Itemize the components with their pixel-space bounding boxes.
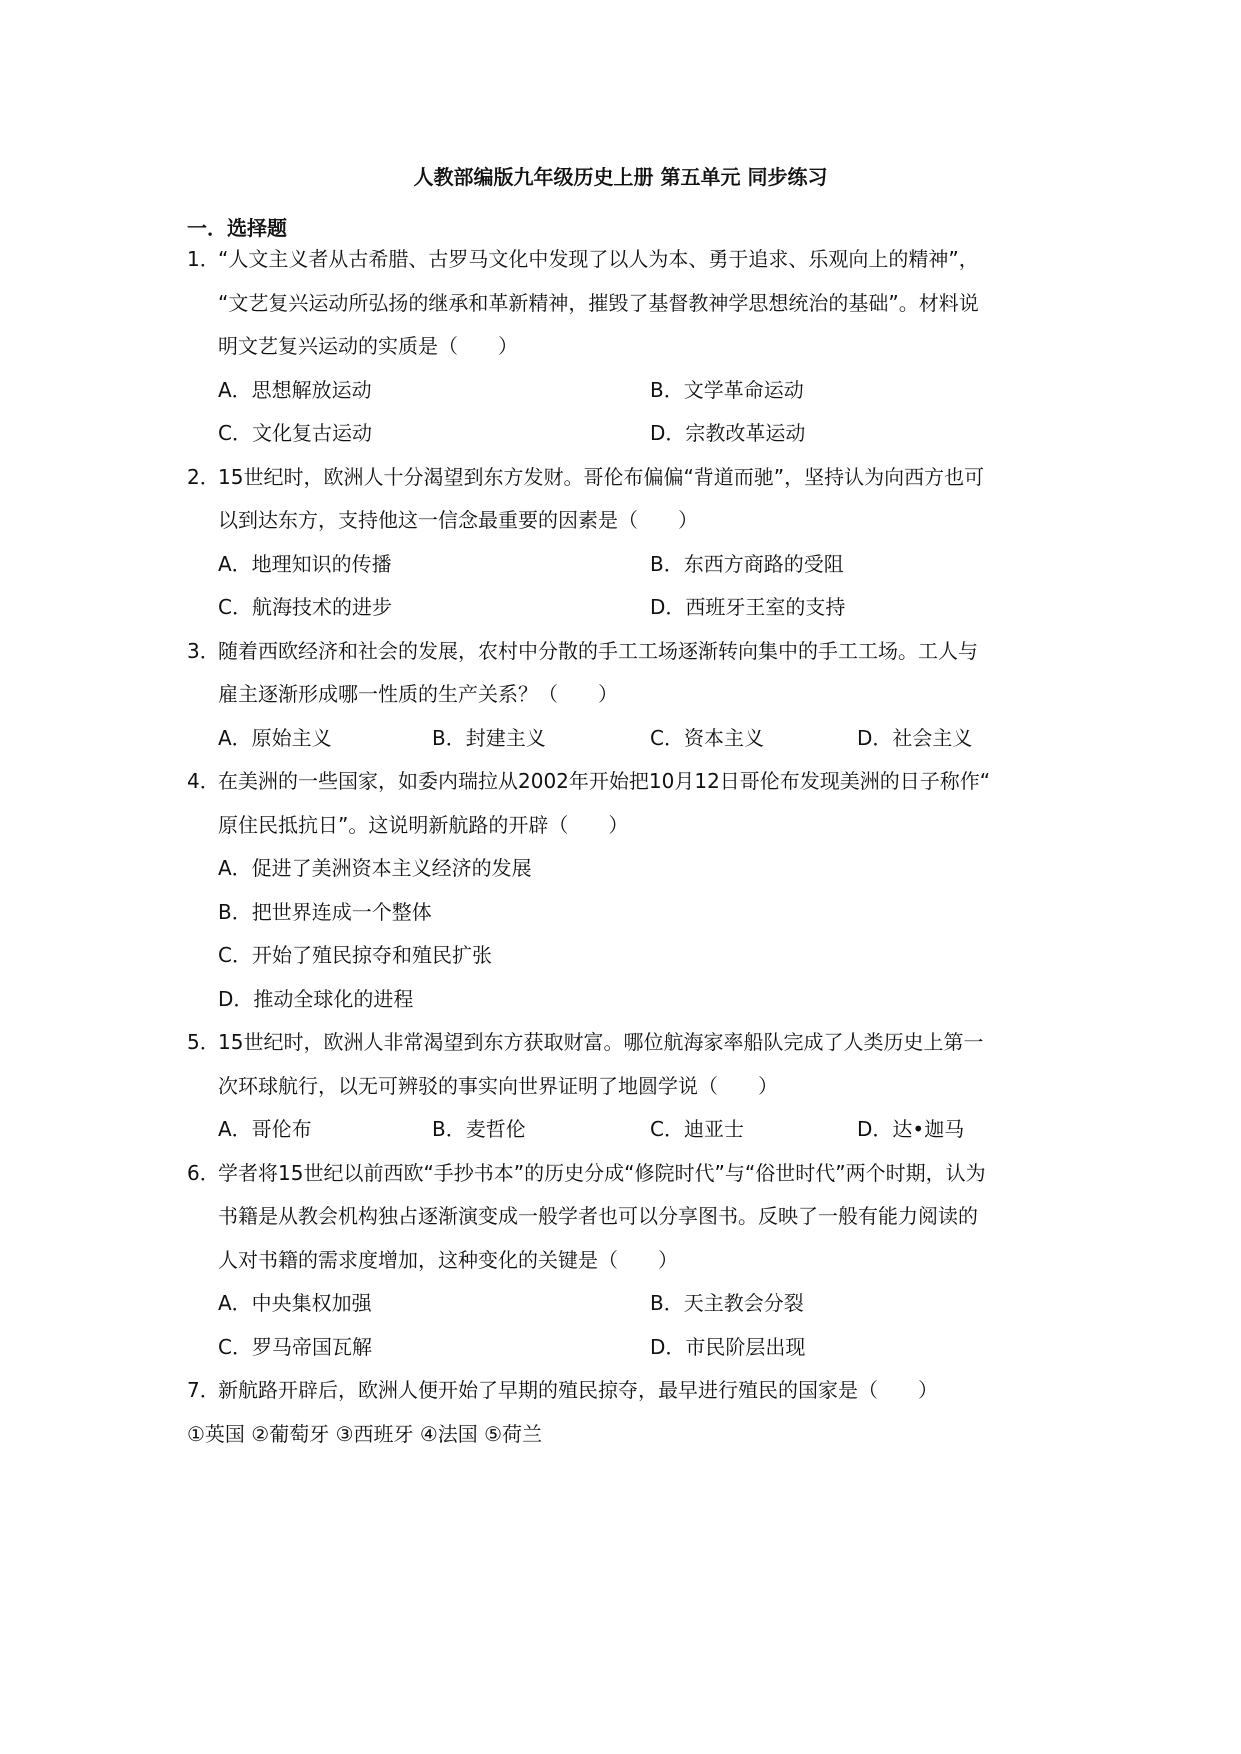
question-text-line: 学者将15世纪以前西欧“手抄书本”的历史分成“修院时代”与“俗世时代”两个时期，认为 bbox=[218, 1161, 986, 1185]
question-text-line: “人文主义者从古希腊、古罗马文化中发现了以人为本、勇于追求、乐观向上的精神”， bbox=[218, 247, 979, 271]
option-b: B．东西方商路的受阻 bbox=[650, 552, 844, 576]
option-d: D．市民阶层出现 bbox=[650, 1335, 806, 1359]
option-a: A．中央集权加强 bbox=[218, 1291, 372, 1315]
option-c: C．迪亚士 bbox=[650, 1117, 744, 1141]
question-text-line: 雇主逐渐形成哪一性质的生产关系？（ ） bbox=[218, 682, 618, 706]
question-text-line: 原住民抵抗日”。这说明新航路的开辟（ ） bbox=[218, 813, 629, 837]
option-a: A．促进了美洲资本主义经济的发展 bbox=[218, 856, 532, 880]
question-text-line: 15世纪时，欧洲人非常渴望到东方获取财富。哪位航海家率船队完成了人类历史上第一 bbox=[218, 1030, 984, 1054]
question-text-line: 人对书籍的需求度增加，这种变化的关键是（ ） bbox=[218, 1248, 678, 1272]
option-c: C．罗马帝国瓦解 bbox=[218, 1335, 372, 1359]
question-text-line: 书籍是从教会机构独占逐渐演变成一般学者也可以分享图书。反映了一般有能力阅读的 bbox=[218, 1204, 978, 1228]
question-text-line: 以到达东方，支持他这一信念最重要的因素是（ ） bbox=[218, 508, 698, 532]
option-c: C．文化复古运动 bbox=[218, 421, 372, 445]
option-b: B．天主教会分裂 bbox=[650, 1291, 804, 1315]
question-text-line: “文艺复兴运动所弘扬的继承和革新精神，摧毁了基督教神学思想统治的基础”。材料说 bbox=[218, 291, 979, 315]
question-number: 1． bbox=[187, 247, 220, 271]
question-text-line: 在美洲的一些国家，如委内瑞拉从2002年开始把10月12日哥伦布发现美洲的日子称作“ bbox=[218, 769, 991, 793]
option-c: C．航海技术的进步 bbox=[218, 595, 392, 619]
option-d: D．社会主义 bbox=[857, 726, 973, 750]
option-d: D．推动全球化的进程 bbox=[218, 987, 414, 1011]
question-number: 5． bbox=[187, 1030, 220, 1054]
option-a: A．思想解放运动 bbox=[218, 378, 372, 402]
question-text-line: 新航路开辟后，欧洲人便开始了早期的殖民掠夺，最早进行殖民的国家是（ ） bbox=[218, 1378, 938, 1402]
question-number: 6． bbox=[187, 1161, 220, 1185]
option-d: D．宗教改革运动 bbox=[650, 421, 806, 445]
document-title: 人教部编版九年级历史上册 第五单元 同步练习 bbox=[413, 165, 828, 189]
option-b: B．把世界连成一个整体 bbox=[218, 900, 432, 924]
question-number: 2． bbox=[187, 465, 220, 489]
question-number: 3． bbox=[187, 639, 220, 663]
option-d: D．西班牙王室的支持 bbox=[650, 595, 846, 619]
option-b: B．麦哲伦 bbox=[432, 1117, 526, 1141]
option-b: B．文学革命运动 bbox=[650, 378, 804, 402]
question-choices-list: ①英国 ②葡萄牙 ③西班牙 ④法国 ⑤荷兰 bbox=[187, 1422, 543, 1446]
question-text-line: 15世纪时，欧洲人十分渴望到东方发财。哥伦布偏偏“背道而驰”，坚持认为向西方也可 bbox=[218, 465, 985, 489]
option-c: C．资本主义 bbox=[650, 726, 764, 750]
option-a: A．原始主义 bbox=[218, 726, 332, 750]
option-a: A．哥伦布 bbox=[218, 1117, 312, 1141]
question-number: 7． bbox=[187, 1378, 220, 1402]
option-d: D．达•迦马 bbox=[857, 1117, 965, 1141]
option-a: A．地理知识的传播 bbox=[218, 552, 392, 576]
question-text-line: 次环球航行，以无可辨驳的事实向世界证明了地圆学说（ ） bbox=[218, 1074, 778, 1098]
option-b: B．封建主义 bbox=[432, 726, 546, 750]
section-heading: 一．选择题 bbox=[187, 216, 287, 240]
option-c: C．开始了殖民掠夺和殖民扩张 bbox=[218, 943, 492, 967]
question-number: 4． bbox=[187, 769, 220, 793]
question-text-line: 明文艺复兴运动的实质是（ ） bbox=[218, 334, 518, 358]
question-text-line: 随着西欧经济和社会的发展，农村中分散的手工工场逐渐转向集中的手工工场。工人与 bbox=[218, 639, 978, 663]
